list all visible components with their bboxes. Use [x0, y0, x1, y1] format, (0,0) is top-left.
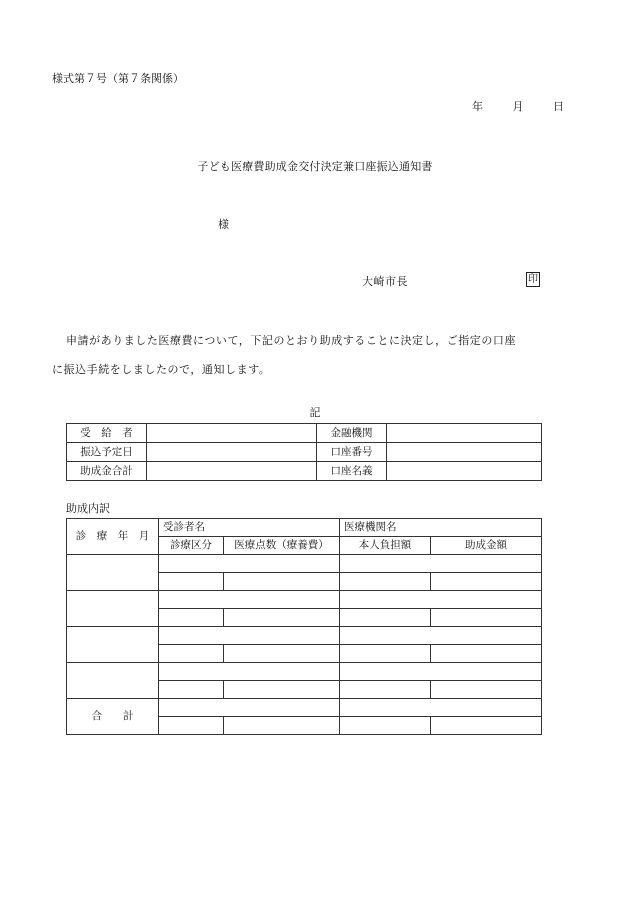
points-cell — [224, 609, 340, 627]
month-cell — [67, 627, 159, 663]
table-row — [67, 555, 542, 573]
body-text-line-1: 申請がありました医療費について，下記のとおり助成することに決定し，ご指定の口座 — [66, 334, 517, 347]
points-cell — [224, 645, 340, 663]
month-cell — [67, 591, 159, 627]
subsidy-cell — [431, 681, 542, 699]
date-day: 日 — [553, 100, 564, 113]
points-cell — [224, 717, 340, 735]
institution-cell — [340, 699, 542, 717]
col-treatment-month: 診 療 年 月 — [67, 519, 159, 555]
transfer-date-label: 振込予定日 — [67, 443, 147, 462]
issue-date — [472, 98, 564, 114]
points-cell — [224, 573, 340, 591]
col-treatment-category: 診療区分 — [159, 537, 224, 555]
recipient-table — [66, 423, 542, 481]
table-row — [67, 424, 542, 443]
institution-cell — [340, 555, 542, 573]
table-row — [67, 591, 542, 609]
addressee-suffix: 様 — [218, 218, 229, 231]
patient-cell — [159, 699, 340, 717]
bank-value — [387, 424, 542, 443]
patient-cell — [159, 591, 340, 609]
breakdown-table — [66, 518, 542, 735]
table-row — [67, 699, 542, 717]
document-title: 子ども医療費助成金交付決定兼口座振込通知書 — [197, 160, 433, 173]
subsidy-total-value — [147, 462, 317, 481]
points-cell — [224, 681, 340, 699]
body-text-line-2: に振込手続をしましたので，通知します。 — [52, 363, 271, 376]
account-holder-label: 口座名義 — [317, 462, 387, 481]
self-pay-cell — [340, 609, 431, 627]
table-row — [67, 443, 542, 462]
col-patient-name: 受診者名 — [159, 519, 340, 537]
table-header-row — [67, 519, 542, 537]
self-pay-cell — [340, 645, 431, 663]
form-number: 様式第７号（第７条関係） — [52, 72, 184, 85]
subsidy-cell — [431, 573, 542, 591]
table-row — [67, 663, 542, 681]
month-cell — [67, 663, 159, 699]
col-institution-name: 医療機関名 — [340, 519, 542, 537]
ki-heading: 記 — [309, 406, 321, 419]
account-number-value — [387, 443, 542, 462]
account-number-label: 口座番号 — [317, 443, 387, 462]
institution-cell — [340, 663, 542, 681]
category-cell — [159, 609, 224, 627]
breakdown-heading: 助成内訳 — [66, 502, 110, 515]
patient-cell — [159, 663, 340, 681]
table-row — [67, 462, 542, 481]
category-cell — [159, 681, 224, 699]
self-pay-cell — [340, 573, 431, 591]
total-label: 合 計 — [67, 699, 159, 735]
recipient-label: 受 給 者 — [67, 424, 147, 443]
institution-cell — [340, 627, 542, 645]
date-month: 月 — [512, 100, 524, 113]
self-pay-cell — [340, 681, 431, 699]
self-pay-cell — [340, 717, 431, 735]
date-year: 年 — [472, 100, 483, 113]
category-cell — [159, 645, 224, 663]
subsidy-cell — [431, 609, 542, 627]
patient-cell — [159, 555, 340, 573]
seal-mark: 印 — [528, 274, 538, 285]
issuer-name: 大崎市長 — [362, 275, 408, 288]
recipient-value — [147, 424, 317, 443]
col-medical-points: 医療点数（療養費） — [224, 537, 340, 555]
category-cell — [159, 717, 224, 735]
subsidy-total-label: 助成金合計 — [67, 462, 147, 481]
bank-label: 金融機関 — [317, 424, 387, 443]
table-row — [67, 627, 542, 645]
institution-cell — [340, 591, 542, 609]
subsidy-cell — [431, 717, 542, 735]
col-self-pay: 本人負担額 — [340, 537, 431, 555]
transfer-date-value — [147, 443, 317, 462]
category-cell — [159, 573, 224, 591]
subsidy-cell — [431, 645, 542, 663]
account-holder-value — [387, 462, 542, 481]
month-cell — [67, 555, 159, 591]
patient-cell — [159, 627, 340, 645]
col-subsidy-amount: 助成金額 — [431, 537, 542, 555]
